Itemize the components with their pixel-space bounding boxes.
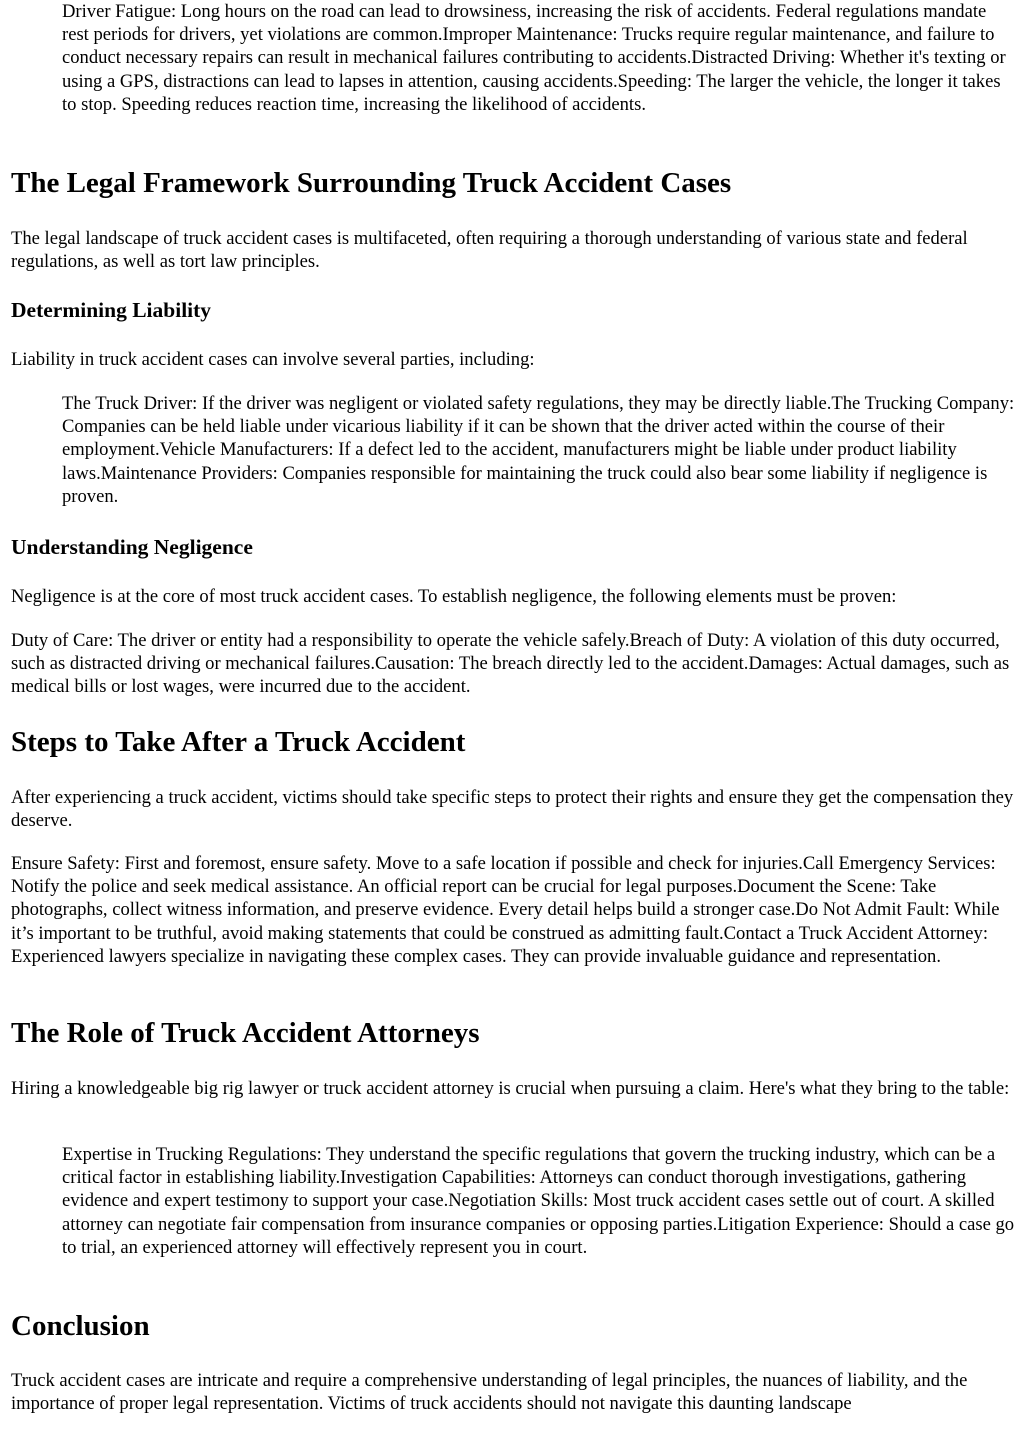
attorneys-list: Expertise in Trucking Regulations: They understand the specific regulations that govern the trucking industry, which can be a critical factor in establishing liability.Investigation Capabilities: Attorneys can conduct thorough investigations, gathering evidence and expert testimony to support your case.Negotiation Skills: Most truck accident cases settle out of court. A skilled attorney can negotiate fair compensation from insurance companies or opposing parties.Litigation Experience: Should a case go to trial, an experienced attorney will effectively represent you in court.	[62, 1144, 1015, 1258]
legal-framework-heading: The Legal Framework Surrounding Truck Accident Cases	[11, 167, 732, 199]
conclusion-heading: Conclusion	[11, 1310, 150, 1342]
negligence-heading: Understanding Negligence	[11, 535, 253, 559]
legal-framework-intro: The legal landscape of truck accident cases is multifaceted, often requiring a thorough understanding of various state and federal regulations, as well as tort law principles.	[11, 228, 968, 273]
liability-list: The Truck Driver: If the driver was negligent or violated safety regulations, they may be directly liable.The Trucking Company: Companies can be held liable under vicarious liability if it can be shown that the driver acted within the course of their employment.Vehicle Manufacturers: If a defect led to the accident, manufacturers might be liable under product liability laws.Maintenance Providers: Companies responsible for maintaining the truck could also bear some liability if negligence is proven.	[62, 393, 1015, 507]
steps-intro: After experiencing a truck accident, victims should take specific steps to protect their rights and ensure they get the compensation they deserve.	[11, 787, 1014, 832]
steps-heading: Steps to Take After a Truck Accident	[11, 726, 466, 758]
steps-list: Ensure Safety: First and foremost, ensure safety. Move to a safe location if possible and check for injuries.Call Emergency Services: Notify the police and seek medical assistance. An official report can be crucial for legal purposes.Document the Scene: Take photographs, collect witness information, and preserve evidence. Every detail helps build a stronger case.Do Not Admit Fault: While it’s important to be truthful, avoid making statements that could be construed as admitting fault.Contact a Truck Accident Attorney: Experienced lawyers specialize in navigating these complex cases. They can provide invaluable guidance and representation.	[11, 853, 1000, 967]
negligence-list: Duty of Care: The driver or entity had a responsibility to operate the vehicle safely.Breach of Duty: A violation of this duty occurred, such as distracted driving or mechanical failures.Causation: The breach directly led to the accident.Damages: Actual damages, such as medical bills or lost wages, were incurred due to the accident.	[11, 630, 1010, 698]
attorneys-intro: Hiring a knowledgeable big rig lawyer or truck accident attorney is crucial when pursuing a claim. Here's what they bring to the table:	[11, 1078, 1010, 1099]
liability-heading: Determining Liability	[11, 298, 212, 322]
negligence-intro: Negligence is at the core of most truck accident cases. To establish negligence, the following elements must be proven:	[11, 586, 897, 607]
causes-list: Driver Fatigue: Long hours on the road can lead to drowsiness, increasing the risk of accidents. Federal regulations mandate rest periods for drivers, yet violations are common.Improper Maintenance: Trucks require regular maintenance, and failure to conduct necessary repairs can result in mechanical failures contributing to accidents.Distracted Driving: Whether it's texting or using a GPS, distractions can lead to lapses in attention, causing accidents.Speeding: The larger the vehicle, the longer it takes to stop. Speeding reduces reaction time, increasing the likelihood of accidents.	[62, 1, 1006, 115]
attorneys-heading: The Role of Truck Accident Attorneys	[11, 1017, 480, 1049]
liability-intro: Liability in truck accident cases can involve several parties, including:	[11, 349, 535, 370]
conclusion-text: Truck accident cases are intricate and require a comprehensive understanding of legal principles, the nuances of liability, and the importance of proper legal representation. Victims of truck accidents should not navigate this daunting landscape	[11, 1370, 968, 1415]
